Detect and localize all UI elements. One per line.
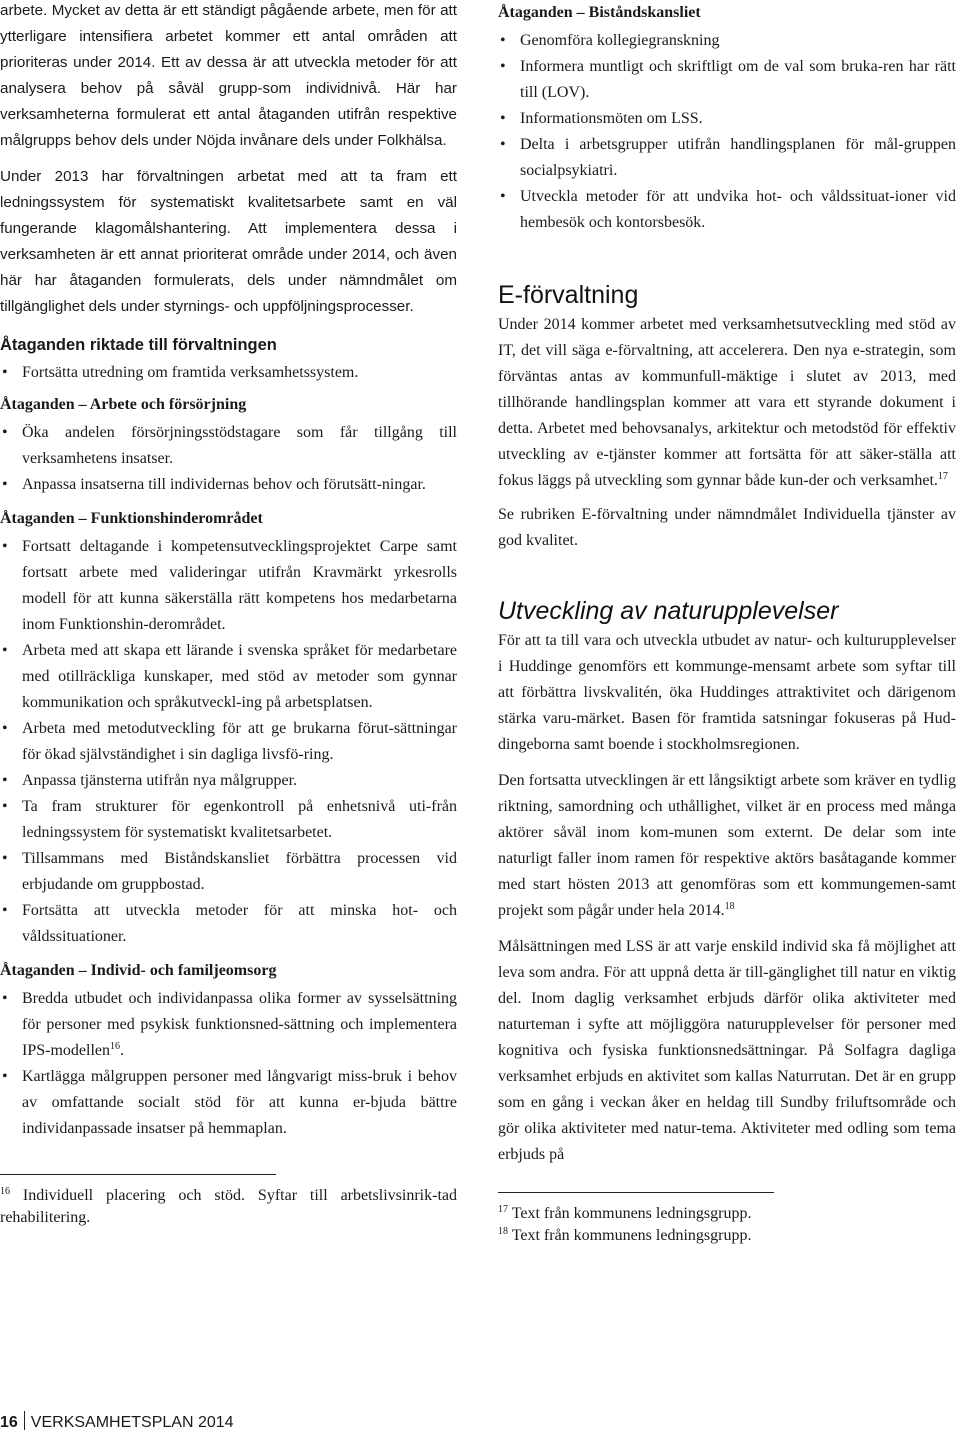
list-item: • Ta fram strukturer för egenkontroll på enhetsnivå uti-från ledningssystem för systematiskt kvalitetsarbetet. [0, 794, 457, 846]
bullet-icon: • [2, 772, 8, 789]
bullet-icon: • [2, 990, 8, 1007]
list-item: • Arbeta med metodutveckling för att ge brukarna förut-sättningar för ökad självständighet i sin dagliga livsfö-ring. [0, 716, 457, 768]
heading-individ: Åtaganden – Individ- och familjeomsorg [0, 962, 277, 979]
footnote-number: 18 [498, 1226, 508, 1237]
natur-paragraph-3: Målsättningen med LSS är att varje enskild individ ska få möjlighet att leva som andra. För att uppnå detta är till-gänglighet till natur en viktig del. Inom daglig verksamhet erbjuds därför olika aktiviteter med naturteman i syfte att möjliggöra naturupplevelser för personer med kognitiva och fysiska funktionsnedsättningar. På Solfagra dagliga verksamhet erbjuds en aktivitet som kallas Naturrutan. Det är en grupp som en gång i veckan åker en heldag till Sundby friluftsområde och gör olika aktiviteter med natur-tema. Aktiviteter med odling som tema erbjuds på [498, 938, 956, 1163]
bullet-icon: • [2, 424, 8, 441]
bullet-icon: • [2, 538, 8, 555]
bullet-icon: • [2, 720, 8, 737]
quality-paragraph: Under 2013 har förvaltningen arbetat med att ta fram ett ledningssystem för systematiskt kvalitetsarbete samt en väl fungerande klagomålshantering. Att implementera dessa i verksamheten är ett annat prioriterat område under 2014, och även här har åtaganden formulerats, dels under nämndmålet om tillgänglighet dels under styrnings- och uppföljningsprocesser. [0, 168, 457, 315]
list-item: • Utveckla metoder för att undvika hot- och våldssituat-ioner vid hembesök och kontorsbesök. [498, 184, 956, 236]
list-item: • Delta i arbetsgrupper utifrån handlingsplanen för mål-gruppen socialpsykiatri. [498, 132, 956, 184]
footnote-17: $^{17}$ Text från kommunens ledningsgrupp. [498, 1204, 752, 1222]
list-bistand [498, 28, 956, 236]
footnote-divider [498, 1192, 774, 1193]
list-item: • Genomföra kollegiegranskning [498, 28, 956, 54]
bullet-icon: • [2, 902, 8, 919]
list-item: • Arbeta med att skapa ett lärande i svenska språket för medarbetare med otillräckliga kunskaper, med stöd av metoder som gynnar kommunikation och språkutveckl-ing på arbetsplatsen. [0, 638, 457, 716]
bullet-icon: • [2, 1068, 8, 1085]
heading-arbete: Åtaganden – Arbete och försörjning [0, 396, 247, 413]
footnote-ref-17[interactable]: 17 [937, 471, 948, 482]
list-arbete [0, 420, 457, 498]
bullet-icon: • [500, 58, 506, 75]
list-item: • Fortsatt deltagande i kompetensutvecklingsprojektet Carpe samt fortsatt arbete med valideringar utifrån Kravmärkt yrkesrolls modell för att kunna säkerställa rätt kompetens hos medarbetarna inom Funktionshin-derområdet. [0, 534, 457, 638]
footnote-ref-18[interactable]: 18 [724, 901, 735, 912]
bullet-icon: • [500, 136, 506, 153]
list-item: • Fortsätta utredning om framtida verksamhetssystem. [0, 360, 457, 386]
footnote-16: $^{16}$ Individuell placering och stöd. Syftar till arbetslivsinrik-tad rehabilitering. [0, 1186, 457, 1226]
bullet-icon: • [500, 110, 506, 127]
list-item: • Anpassa insatserna till individernas behov och förutsätt-ningar. [0, 472, 457, 498]
bullet-icon: • [2, 642, 8, 659]
bullet-icon: • [2, 364, 8, 381]
bullet-icon: • [500, 188, 506, 205]
list-item: • Bredda utbudet och individanpassa olika former av sysselsättning för personer med psykisk funktionsned-sättning och implementera IPS-modellen$^{16}$. [0, 986, 457, 1064]
e-forvaltning-reference: Se rubriken E-förvaltning under nämndmålet Individuella tjänster av god kvalitet. [498, 506, 956, 549]
bullet-icon: • [2, 798, 8, 815]
left-column [0, 0, 457, 1229]
heading-bistand: Åtaganden – Biståndskansliet [498, 4, 701, 21]
list-item: • Anpassa tjänsterna utifrån nya målgrupper. [0, 768, 457, 794]
footer-separator [24, 1411, 25, 1430]
bullet-icon: • [2, 850, 8, 867]
right-column [498, 0, 956, 1247]
list-item: • Tillsammans med Biståndskansliet förbättra processen vid erbjudande om gruppbostad. [0, 846, 457, 898]
list-forvaltning [0, 360, 457, 386]
heading-e-forvaltning: E-förvaltning [498, 281, 639, 309]
footnote-18: $^{18}$ Text från kommunens ledningsgrupp. [498, 1226, 752, 1244]
intro-paragraph: arbete. Mycket av detta är ett ständigt pågående arbete, men för att ytterligare intensifiera arbetet kommer ett antal områden att prioriteras under 2014. Ett av dessa är att utveckla metoder för att analysera behov på såväl grupp-som individnivå. Här har verksamheterna formulerat ett antal åtaganden utifrån respektive målgrupps behov dels under Nöjda invånare dels under Folkhälsa. [0, 2, 457, 149]
heading-funktion: Åtaganden – Funktionshinderområdet [0, 510, 263, 527]
list-item: • Informationsmöten om LSS. [498, 106, 956, 132]
document-title: VERKSAMHETSPLAN 2014 [30, 1414, 234, 1431]
e-forvaltning-paragraph: Under 2014 kommer arbetet med verksamhetsutveckling med stöd av IT, det vill säga e-förvaltning, att accelerera. Den nya e-strategin, som förväntas antas av kommunfull-mäktige i slutet av 2013, med tillhörande handlingsplan kommer att vara ett styrande dokument i detta. Arbetet med behovsanalys, arkitektur och metodstöd för effektiv utveckling av e-tjänster kommer att fortsätta för att säker-ställa att fokus läggs på utveckling som gynnar både kun-der och verksamhet.$^{17}$ [498, 316, 956, 489]
list-individ [0, 986, 457, 1142]
footnote-number: 16 [0, 1186, 10, 1197]
list-item: • Kartlägga målgruppen personer med långvarigt miss-bruk i behov av omfattande socialt stöd för att kunna er-bjuda bättre individanpassade insatser på hemmaplan. [0, 1064, 457, 1142]
footnote-number: 17 [498, 1204, 508, 1215]
page-footer [0, 1410, 234, 1436]
list-funktion [0, 534, 457, 950]
natur-paragraph-2: Den fortsatta utvecklingen är ett långsiktigt arbete som kräver en tydlig riktning, samordning och uthållighet, vilket är en process med många aktörer såväl inom kom-munen som externt. De delar som inte naturligt faller inom ramen för respektive aktörs basåtagande kommer med start hösten 2013 att genomföras som ett kommungemen-samt projekt som pågår under hela 2014.18 [498, 772, 956, 919]
bullet-icon: • [500, 32, 506, 49]
list-item: • Fortsätta att utveckla metoder för att minska hot- och våldssituationer. [0, 898, 457, 950]
list-item: • Informera muntligt och skriftligt om de val som bruka-ren har rätt till (LOV). [498, 54, 956, 106]
bullet-icon: • [2, 476, 8, 493]
page-number: 16 [0, 1414, 18, 1431]
heading-naturupplevelser: Utveckling av naturupplevelser [498, 597, 839, 625]
list-item: • Öka andelen försörjningsstödstagare som får tillgång till verksamhetens insatser. [0, 420, 457, 472]
footnote-ref-16[interactable]: 16 [110, 1041, 120, 1052]
heading-forvaltning: Åtaganden riktade till förvaltningen [0, 336, 277, 354]
natur-paragraph-1: För att ta till vara och utveckla utbudet av natur- och kulturupplevelser i Huddinge genomförs ett kommunge-mensamt arbete som syftar till att förbättra livskvalitén, öka Huddinges attraktivitet och därigenom stärka varu-märket. Basen för framtida satsningar fokuseras på Hud-dingeborna samt boende i stockholmsregionen. [498, 632, 956, 753]
footnote-divider [0, 1174, 276, 1175]
